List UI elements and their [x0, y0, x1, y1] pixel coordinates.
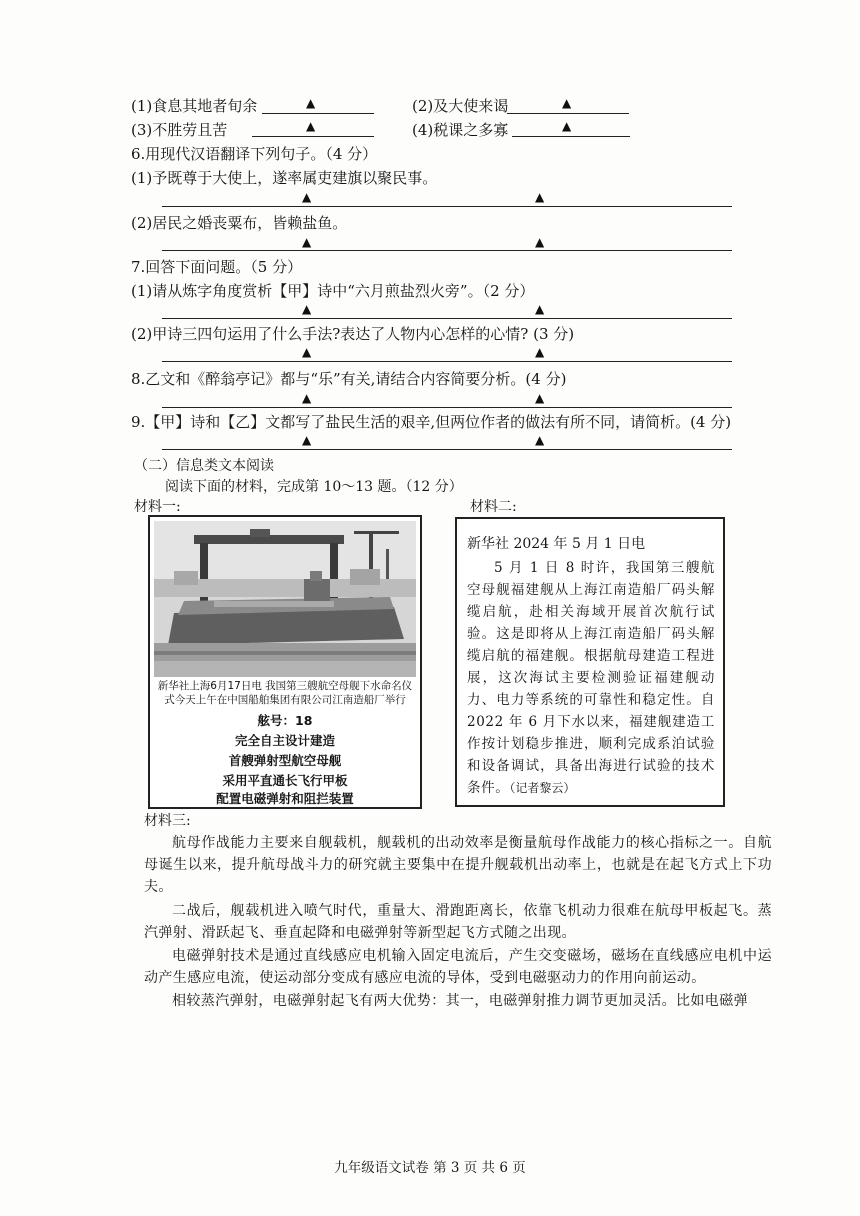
q8-text: 8.乙文和《醉翁亭记》都与“乐”有关,请结合内容简要分析。(4 分) [131, 370, 567, 388]
q6-title: 6.用现代汉语翻译下列句子。（4 分） [131, 145, 378, 163]
answer-mark: ▲ [302, 302, 312, 316]
material-3-paragraph: 电磁弹射技术是通过直线感应电机输入固定电流后，产生交变磁场，磁场在直线感应电机中运动产生感应电流，使运动部分变成有感应电流的导体，受到电磁驱动力的作用向前运动。 [144, 948, 772, 986]
aircraft-carrier-photo [154, 521, 416, 677]
answer-line[interactable] [162, 206, 732, 207]
answer-line[interactable] [162, 407, 732, 408]
answer-mark: ▲ [302, 235, 312, 249]
reporter-credit: （记者黎云） [509, 781, 576, 795]
material-3-paragraph: 航母作战能力主要来自舰载机，舰载机的出动效率是衡量航母作战能力的核心指标之一。自航母诞生以来，提升航母战斗力的研究就主要集中在提升舰载机出动率上，也就是在起飞方式上下功夫。 [144, 835, 772, 895]
answer-blank[interactable] [262, 113, 374, 114]
section-instruction: 阅读下面的材料，完成第 10～13 题。（12 分） [165, 479, 463, 495]
answer-line[interactable] [162, 318, 732, 319]
page-footer: 九年级语文试卷 第 3 页 共 6 页 [334, 1160, 526, 1176]
answer-mark: ▲ [302, 391, 312, 405]
photo-caption: 新华社上海6月17日电 我国第三艘航空母舰下水命名仪式今天上午在中国船舶集团有限公司江南造船厂举行 [157, 680, 413, 706]
answer-line[interactable] [162, 361, 732, 362]
answer-mark: ▲ [302, 433, 312, 447]
material-3-paragraph: 二战后，舰载机进入喷气时代，重量大、滑跑距离长，依靠飞机动力很难在航母甲板起飞。蒸汽弹射、滑跃起飞、垂直起降和电磁弹射等新型起飞方式随之出现。 [144, 903, 772, 941]
answer-mark: ▲ [306, 119, 316, 133]
answer-mark: ▲ [562, 119, 572, 133]
q6-item-2: (2)居民之婚丧粟布，皆赖盐鱼。 [131, 214, 348, 232]
feature-line: 采用平直通长飞行甲板 [222, 773, 348, 788]
q5-item-3: (3)不胜劳且苦 [131, 121, 228, 139]
answer-line[interactable] [162, 449, 732, 450]
feature-line: 首艘弹射型航空母舰 [228, 753, 342, 768]
hull-number: 舷号：18 [257, 713, 313, 728]
answer-mark: ▲ [302, 190, 312, 204]
news-dateline: 新华社 2024 年 5 月 1 日电 [467, 536, 646, 552]
answer-line[interactable] [162, 250, 732, 251]
section-heading: （二）信息类文本阅读 [134, 458, 274, 474]
news-text: 5 月 1 日 8 时许，我国第三艘航空母舰福建舰从上海江南造船厂码头解缆启航，赴相关海域开展首次航行试验。这是即将从上海江南造船厂码头解缆启航的福建舰。根据航母建造工程进展，这次海试主要检测验证福建舰动力、电力等系统的可靠性和稳定性。自 2022 年 6 月下水以来，福建舰建造工作按计划稳步推进，顺利完成系泊试验和设备调试，具备出海进行试验的技术条件。 [467, 560, 715, 796]
answer-mark: ▲ [302, 345, 312, 359]
material-2-box [455, 517, 725, 807]
answer-blank[interactable] [512, 136, 630, 137]
answer-mark: ▲ [535, 345, 545, 359]
material-1-figure [148, 515, 422, 809]
answer-mark: ▲ [535, 235, 545, 249]
answer-mark: ▲ [535, 190, 545, 204]
answer-mark: ▲ [535, 391, 545, 405]
material-2-label: 材料二: [470, 499, 517, 515]
q9-text: 9.【甲】诗和【乙】文都写了盐民生活的艰辛,但两位作者的做法有所不同，请简析。(4 分) [131, 413, 732, 431]
q5-item-4: (4)税课之多寡 [412, 121, 509, 139]
q7-item-1: (1)请从炼字角度赏析【甲】诗中“六月煎盐烈火旁”。（2 分） [131, 282, 535, 300]
material-3-paragraph: 相较蒸汽弹射，电磁弹射起飞有两大优势：其一，电磁弹射推力调节更加灵活。比如电磁弹 [172, 993, 748, 1009]
feature-line: 配置电磁弹射和阻拦装置 [216, 791, 354, 806]
news-body [467, 557, 715, 799]
q5-item-1: (1)食息其地者旬余 [131, 97, 258, 115]
q7-item-2: (2)甲诗三四句运用了什么手法?表达了人物内心怎样的心情? (3 分) [131, 325, 575, 343]
q7-title: 7.回答下面问题。（5 分） [131, 258, 303, 276]
q6-item-1: (1)予既尊于大使上，遂率属吏建旗以聚民事。 [131, 169, 438, 187]
answer-mark: ▲ [535, 433, 545, 447]
answer-mark: ▲ [535, 302, 545, 316]
material-3-label: 材料三: [144, 813, 191, 829]
answer-blank[interactable] [252, 136, 374, 137]
feature-line: 完全自主设计建造 [234, 733, 335, 748]
answer-mark: ▲ [562, 96, 572, 110]
answer-blank[interactable] [507, 113, 629, 114]
answer-mark: ▲ [306, 96, 316, 110]
material-1-label: 材料一: [134, 499, 181, 515]
q5-item-2: (2)及大使来谒 [412, 97, 509, 115]
